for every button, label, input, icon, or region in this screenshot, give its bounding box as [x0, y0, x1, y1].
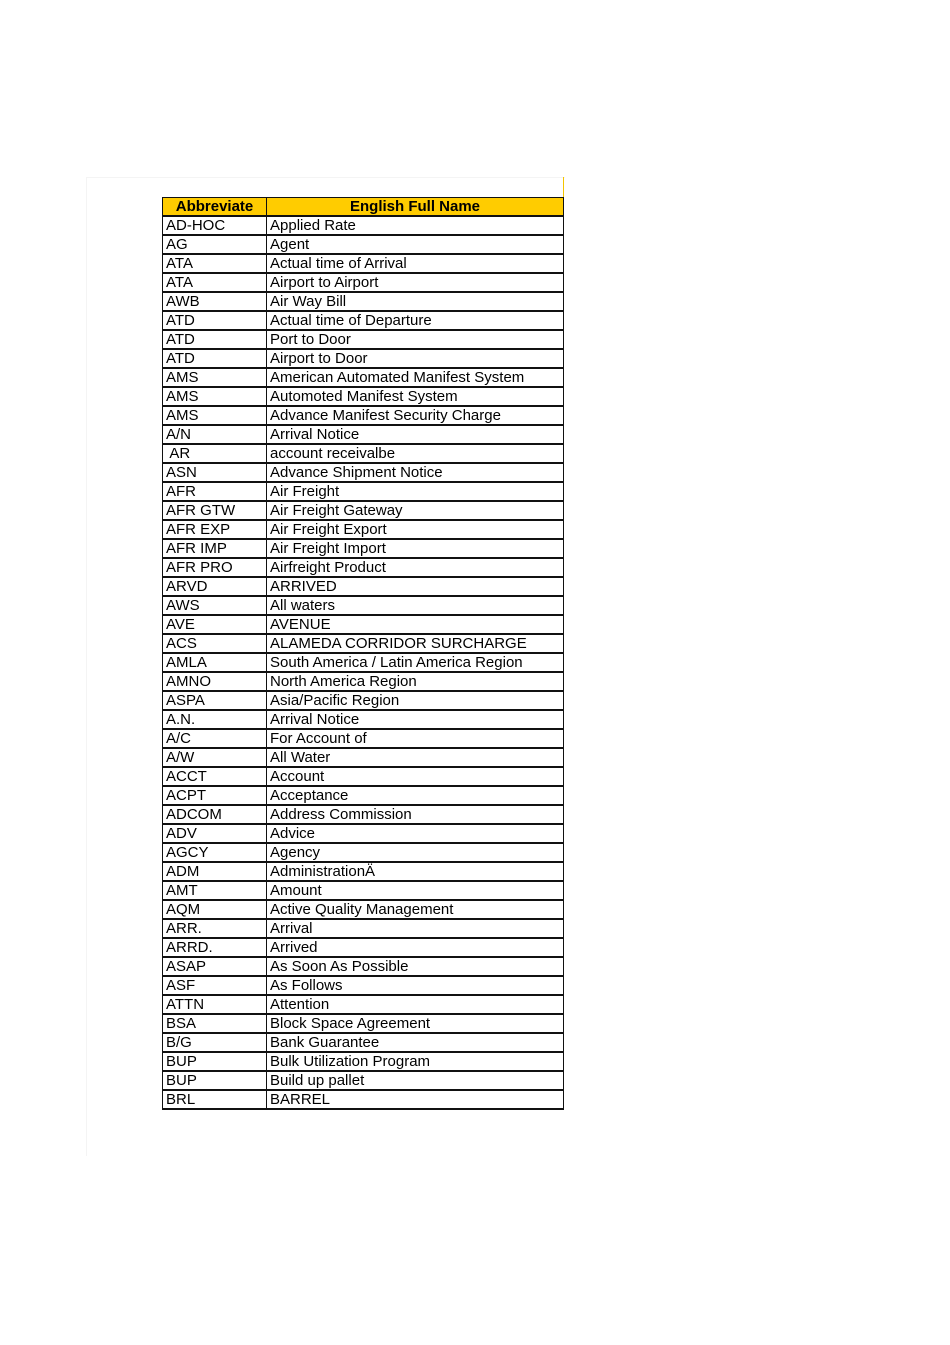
full-name-cell: Automoted Manifest System	[267, 387, 564, 406]
table-row	[163, 406, 564, 425]
table-row	[163, 729, 564, 748]
abbreviation-cell: ACCT	[163, 767, 267, 786]
full-name-cell: Air Way Bill	[267, 292, 564, 311]
abbreviation-cell: A/C	[163, 729, 267, 748]
full-name-cell: account receivalbe	[267, 444, 564, 463]
table-row	[163, 881, 564, 900]
full-name-cell: As Follows	[267, 976, 564, 995]
full-name-cell: Airfreight Product	[267, 558, 564, 577]
table-body	[163, 216, 564, 1109]
full-name-cell: Agency	[267, 843, 564, 862]
header-full-name: English Full Name	[267, 198, 564, 217]
full-name-cell: Arrival Notice	[267, 425, 564, 444]
full-name-cell: Arrival Notice	[267, 710, 564, 729]
abbreviation-cell: A/N	[163, 425, 267, 444]
abbreviation-cell: ARRD.	[163, 938, 267, 957]
abbreviation-cell: AMS	[163, 368, 267, 387]
full-name-cell: Advance Manifest Security Charge	[267, 406, 564, 425]
abbreviation-cell: ATA	[163, 254, 267, 273]
table-row	[163, 805, 564, 824]
abbreviation-cell: AR	[163, 444, 267, 463]
abbreviation-cell: ACPT	[163, 786, 267, 805]
table-row	[163, 691, 564, 710]
abbreviation-cell: AMS	[163, 387, 267, 406]
table-row	[163, 330, 564, 349]
full-name-cell: BARREL	[267, 1090, 564, 1109]
full-name-cell: Air Freight Import	[267, 539, 564, 558]
abbreviation-cell: AD-HOC	[163, 216, 267, 235]
table-row	[163, 995, 564, 1014]
table-row	[163, 501, 564, 520]
full-name-cell: Air Freight Export	[267, 520, 564, 539]
full-name-cell: Build up pallet	[267, 1071, 564, 1090]
table-row	[163, 634, 564, 653]
full-name-cell: Agent	[267, 235, 564, 254]
abbreviation-cell: BRL	[163, 1090, 267, 1109]
table-row	[163, 900, 564, 919]
table-row	[163, 653, 564, 672]
full-name-cell: Actual time of Departure	[267, 311, 564, 330]
full-name-cell: Block Space Agreement	[267, 1014, 564, 1033]
table-row	[163, 539, 564, 558]
table-row	[163, 938, 564, 957]
abbreviation-cell: AFR PRO	[163, 558, 267, 577]
full-name-cell: Air Freight	[267, 482, 564, 501]
abbreviation-cell: ADCOM	[163, 805, 267, 824]
abbreviation-cell: AMLA	[163, 653, 267, 672]
abbreviation-cell: ASAP	[163, 957, 267, 976]
abbreviation-cell: ATD	[163, 311, 267, 330]
abbreviation-cell: ATA	[163, 273, 267, 292]
full-name-cell: Applied Rate	[267, 216, 564, 235]
table-row	[163, 349, 564, 368]
full-name-cell: As Soon As Possible	[267, 957, 564, 976]
full-name-cell: Advice	[267, 824, 564, 843]
table-row	[163, 710, 564, 729]
abbreviation-cell: ARVD	[163, 577, 267, 596]
abbreviation-cell: A.N.	[163, 710, 267, 729]
abbreviation-cell: AFR GTW	[163, 501, 267, 520]
full-name-cell: For Account of	[267, 729, 564, 748]
table-row	[163, 767, 564, 786]
full-name-cell: Airport to Airport	[267, 273, 564, 292]
table-row	[163, 368, 564, 387]
table-row	[163, 824, 564, 843]
abbreviation-cell: BUP	[163, 1052, 267, 1071]
abbreviation-table	[162, 197, 564, 1110]
abbreviation-cell: ADV	[163, 824, 267, 843]
table-row	[163, 482, 564, 501]
table-row	[163, 387, 564, 406]
table-row	[163, 976, 564, 995]
table-row	[163, 577, 564, 596]
table-row	[163, 235, 564, 254]
abbreviation-cell: ATD	[163, 349, 267, 368]
table-row	[163, 444, 564, 463]
full-name-cell: Active Quality Management	[267, 900, 564, 919]
column-edge-marker	[563, 177, 564, 197]
full-name-cell: Amount	[267, 881, 564, 900]
abbreviation-cell: AWB	[163, 292, 267, 311]
table-row	[163, 311, 564, 330]
full-name-cell: South America / Latin America Region	[267, 653, 564, 672]
abbreviation-cell: AG	[163, 235, 267, 254]
table-row	[163, 1090, 564, 1109]
full-name-cell: North America Region	[267, 672, 564, 691]
abbreviation-cell: ADM	[163, 862, 267, 881]
table-row	[163, 596, 564, 615]
abbreviation-cell: AQM	[163, 900, 267, 919]
full-name-cell: Bulk Utilization Program	[267, 1052, 564, 1071]
full-name-cell: Arrived	[267, 938, 564, 957]
abbreviation-cell: ASN	[163, 463, 267, 482]
full-name-cell: ARRIVED	[267, 577, 564, 596]
table-row	[163, 273, 564, 292]
full-name-cell: Airport to Door	[267, 349, 564, 368]
table-row	[163, 615, 564, 634]
abbreviation-cell: ARR.	[163, 919, 267, 938]
full-name-cell: Port to Door	[267, 330, 564, 349]
full-name-cell: Arrival	[267, 919, 564, 938]
table-row	[163, 254, 564, 273]
full-name-cell: Account	[267, 767, 564, 786]
table-row	[163, 1014, 564, 1033]
abbreviation-cell: B/G	[163, 1033, 267, 1052]
table-row	[163, 919, 564, 938]
abbreviation-cell: AFR IMP	[163, 539, 267, 558]
table-row	[163, 520, 564, 539]
abbreviation-cell: BUP	[163, 1071, 267, 1090]
table-row	[163, 1033, 564, 1052]
table-row	[163, 292, 564, 311]
full-name-cell: AdministrationÄ	[267, 862, 564, 881]
table-row	[163, 558, 564, 577]
table-header-row	[163, 198, 564, 217]
table-row	[163, 957, 564, 976]
full-name-cell: Air Freight Gateway	[267, 501, 564, 520]
abbreviation-cell: A/W	[163, 748, 267, 767]
full-name-cell: Advance Shipment Notice	[267, 463, 564, 482]
full-name-cell: Address Commission	[267, 805, 564, 824]
full-name-cell: Bank Guarantee	[267, 1033, 564, 1052]
abbreviation-cell: ASPA	[163, 691, 267, 710]
full-name-cell: Acceptance	[267, 786, 564, 805]
abbreviation-cell: AFR EXP	[163, 520, 267, 539]
abbreviation-cell: AWS	[163, 596, 267, 615]
table-row	[163, 216, 564, 235]
abbreviation-cell: AMS	[163, 406, 267, 425]
table-row	[163, 425, 564, 444]
abbreviation-cell: AMT	[163, 881, 267, 900]
abbreviation-cell: AFR	[163, 482, 267, 501]
table-row	[163, 463, 564, 482]
full-name-cell: ALAMEDA CORRIDOR SURCHARGE	[267, 634, 564, 653]
header-abbreviate: Abbreviate	[163, 198, 267, 217]
table-row	[163, 843, 564, 862]
table-row	[163, 672, 564, 691]
abbreviation-cell: BSA	[163, 1014, 267, 1033]
table-row	[163, 1071, 564, 1090]
abbreviation-cell: AVE	[163, 615, 267, 634]
abbreviation-cell: AGCY	[163, 843, 267, 862]
full-name-cell: Attention	[267, 995, 564, 1014]
full-name-cell: AVENUE	[267, 615, 564, 634]
full-name-cell: All Water	[267, 748, 564, 767]
table-row	[163, 786, 564, 805]
abbreviation-cell: ATTN	[163, 995, 267, 1014]
table-row	[163, 1052, 564, 1071]
full-name-cell: American Automated Manifest System	[267, 368, 564, 387]
abbreviation-cell: AMNO	[163, 672, 267, 691]
abbreviation-cell: ASF	[163, 976, 267, 995]
full-name-cell: Asia/Pacific Region	[267, 691, 564, 710]
abbreviation-cell: ACS	[163, 634, 267, 653]
full-name-cell: Actual time of Arrival	[267, 254, 564, 273]
abbreviation-cell: ATD	[163, 330, 267, 349]
full-name-cell: All waters	[267, 596, 564, 615]
table-row	[163, 862, 564, 881]
table-row	[163, 748, 564, 767]
